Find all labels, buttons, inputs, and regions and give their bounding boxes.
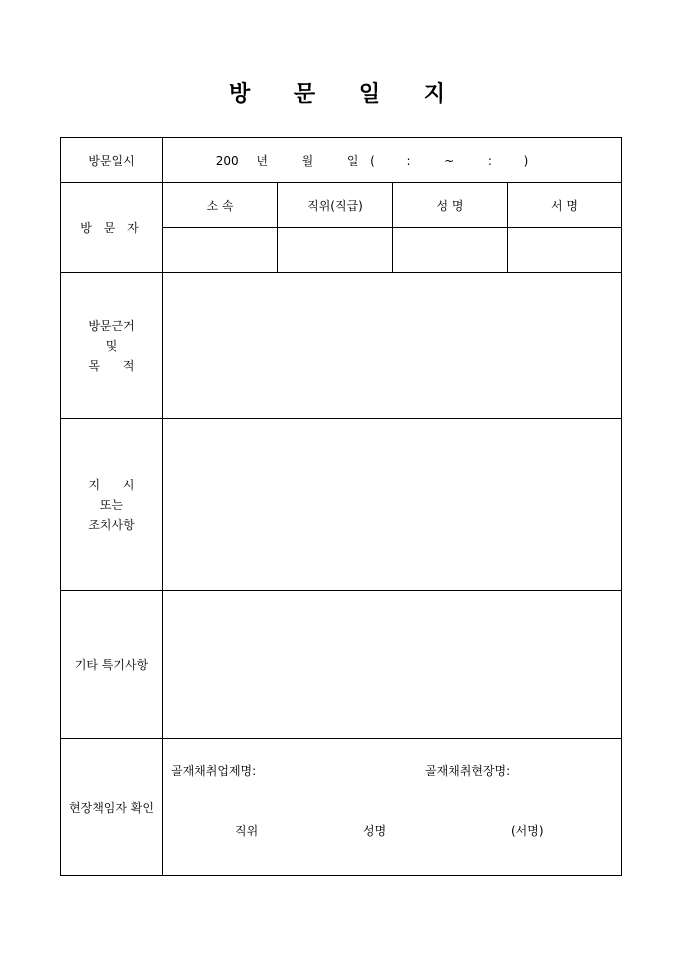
visit-datetime-field[interactable] [163,138,622,183]
title-char: 문 [293,81,322,107]
title-char: 일 [358,81,387,107]
visitor-name-input[interactable] [393,228,508,273]
tilde: ~ [444,153,455,168]
purpose-label-line: 목 적 [88,358,135,373]
instruction-label [61,419,163,591]
instruction-label-line: 조치사항 [88,517,135,532]
name-label: 성명 [363,824,387,838]
instruction-label-line: 지 시 [88,477,135,492]
page-title [0,80,680,108]
confirm-content[interactable] [163,739,622,876]
visitor-col-position: 직위(직급) [278,183,393,228]
instruction-content[interactable] [163,419,622,591]
company-name-label: 골재채취업제명: [171,764,257,778]
site-name-label: 골재채취현장명: [425,764,511,778]
signature-label: (서명) [511,824,544,838]
colon-end: : [487,153,492,168]
visit-datetime-label: 방문일시 [61,138,163,183]
visitor-col-signature: 서 명 [508,183,622,228]
position-label: 직위 [235,824,259,838]
visitor-position-input[interactable] [278,228,393,273]
other-content[interactable] [163,591,622,739]
month-unit: 월 [301,153,314,168]
title-char: 지 [423,81,452,107]
purpose-label-line: 방문근거 [88,318,135,333]
purpose-label [61,273,163,419]
purpose-label-line: 및 [105,338,118,353]
confirm-label: 현장책임자 확인 [61,739,163,876]
colon-start: : [406,153,411,168]
visitor-affiliation-input[interactable] [163,228,278,273]
visit-log-form [60,137,622,876]
other-label: 기타 특기사항 [61,591,163,739]
purpose-content[interactable] [163,273,622,419]
visitor-signature-input[interactable] [508,228,622,273]
visitor-label: 방 문 자 [61,183,163,273]
open-paren: ( [370,153,375,168]
visitor-col-name: 성 명 [393,183,508,228]
year-unit: 년 [256,153,268,168]
visitor-col-affiliation: 소 속 [163,183,278,228]
close-paren: ) [523,153,529,168]
instruction-label-line: 또는 [99,497,124,512]
day-unit: 일 [346,153,359,168]
title-char: 방 [228,81,257,107]
year-value: 200 [215,153,239,168]
